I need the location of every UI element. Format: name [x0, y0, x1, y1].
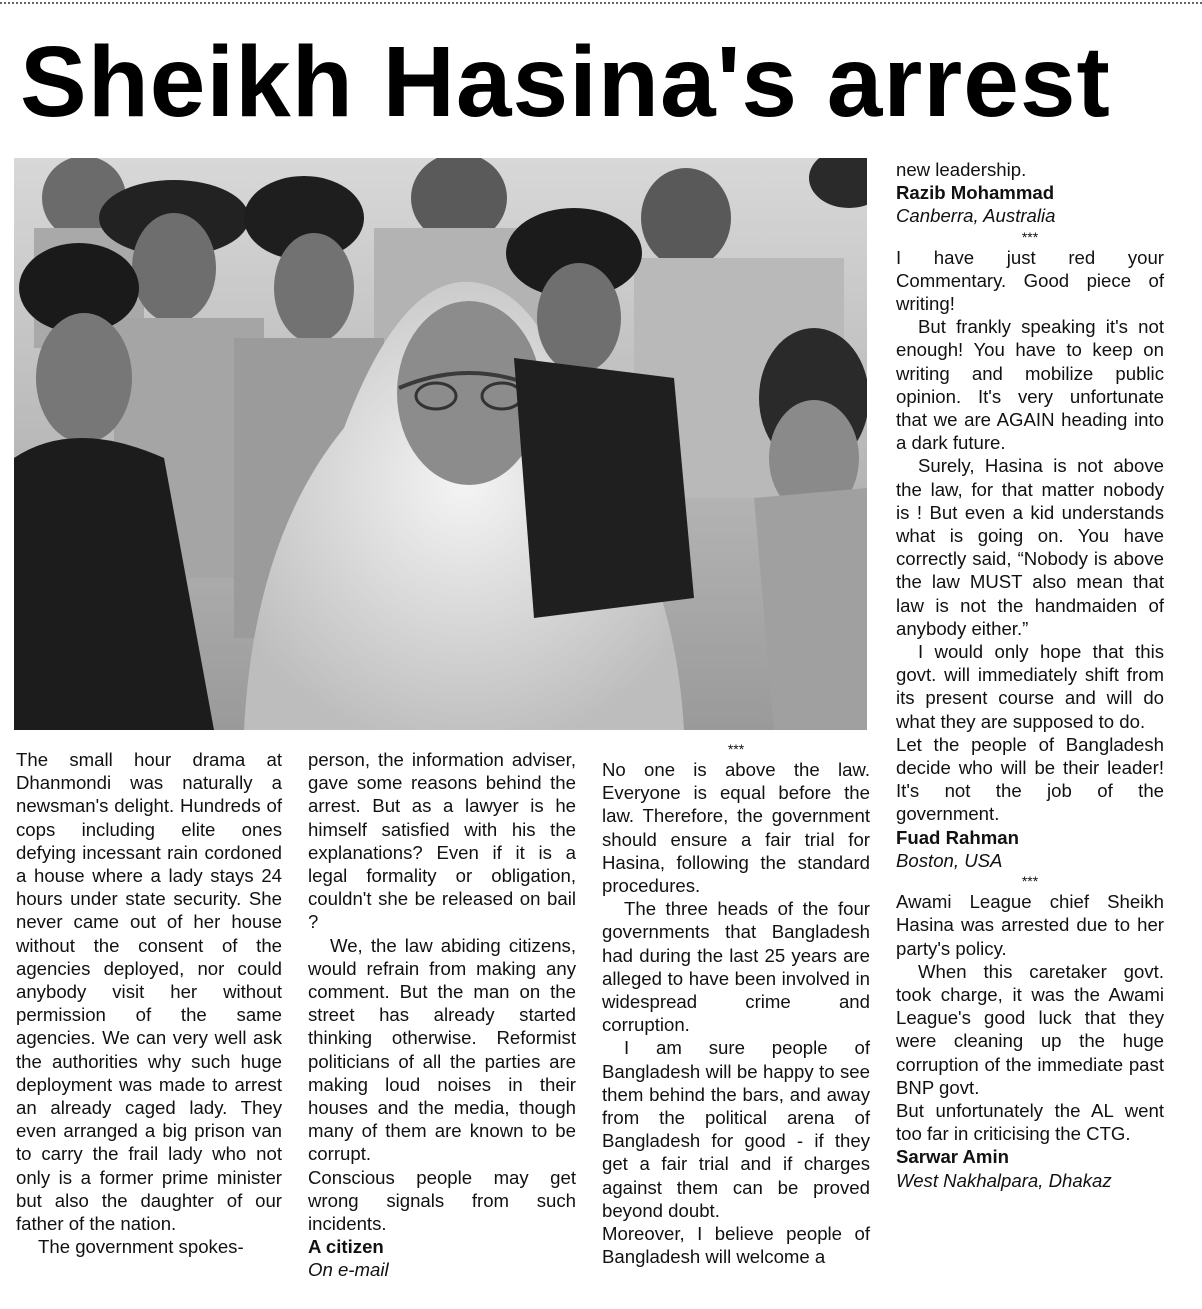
- col4-paragraph-0: new leadership.: [896, 159, 1027, 180]
- location-boston: Boston, USA: [896, 849, 1003, 871]
- signature-sarwar-amin: Sarwar Amin: [896, 1146, 1009, 1168]
- col4-paragraph-5: Let the people of Bangladesh decide who will be their leader! It's not the job of the government.: [896, 733, 1164, 825]
- col4-paragraph-4: I would only hope that this govt. will immediately shift from its present course and will do what they are supposed to do.: [896, 641, 1164, 732]
- separator-stars: ***: [1021, 873, 1039, 890]
- col4-paragraph-6: Awami League chief Sheikh Hasina was arrested due to her party's policy.: [896, 891, 1164, 959]
- col2-paragraph-1: person, the information adviser, gave some reasons behind the arrest. But as a lawyer is he himself satisfied with his the explanations? Even if it is a legal formality or obligation, couldn't she be released on bail ?: [308, 749, 576, 933]
- col3-paragraph-3: I am sure people of Bangladesh will be happy to see them behind the bars, and away from the political arena of Bangladesh for good - if they get a fair trial and if charges against them can be proved beyond doubt.: [602, 1037, 870, 1221]
- col4-paragraph-1: I have just red your Commentary. Good piece of writing!: [896, 246, 1164, 315]
- col3-paragraph-2: The three heads of the four governments that Bangladesh had during the last 25 years are alleged to have been involved in widespread crime and corruption.: [602, 898, 870, 1036]
- column-3: [602, 740, 870, 1268]
- col4-paragraph-7: When this caretaker govt. took charge, it was the Awami League's good luck that they were cleaning up the huge corruption of the immediate past BNP govt.: [896, 960, 1164, 1098]
- col3-paragraph-1: No one is above the law. Everyone is equal before the law. Therefore, the government should ensure a fair trial for Hasina, following the standard procedures.: [602, 759, 870, 897]
- col4-paragraph-8: But unfortunately the AL went too far in criticising the CTG.: [896, 1099, 1164, 1145]
- col2-paragraph-2: We, the law abiding citizens, would refrain from making any comment. But the man on the street has already started thinking otherwise. Reformist politicians of all the parties are making loud noises in their houses and the media, though many of them are known to be corrupt.: [308, 934, 576, 1165]
- column-4: [896, 158, 1164, 1192]
- location-canberra: Canberra, Australia: [896, 205, 1056, 227]
- col4-paragraph-3: Surely, Hasina is not above the law, for that matter nobody is ! But even a kid understands what is going on. You have correctly said, “Nobody is above the law MUST also mean that law is not the handmaiden of anybody either.”: [896, 455, 1164, 639]
- location-on-email: On e-mail: [308, 1259, 389, 1281]
- news-photo: [14, 158, 867, 730]
- signature-a-citizen: A citizen: [308, 1236, 384, 1258]
- location-west-nakhalpara: West Nakhalpara, Dhakaz: [896, 1169, 1112, 1191]
- col1-paragraph-2: The government spokes-: [38, 1236, 244, 1258]
- col4-paragraph-2: But frankly speaking it's not enough! You have to keep on writing and mobilize public opinion. It's very unfortunate that we are AGAIN heading into a dark future.: [896, 316, 1164, 454]
- separator-stars: ***: [727, 741, 745, 757]
- separator-stars: ***: [1021, 228, 1039, 245]
- column-1: [16, 748, 282, 1258]
- signature-razib-mohammad: Razib Mohammad: [896, 182, 1055, 204]
- headline: Sheikh Hasina's arrest: [20, 26, 1111, 138]
- col2-paragraph-3: Conscious people may get wrong signals from such incidents.: [308, 1166, 576, 1235]
- col1-paragraph-1: The small hour drama at Dhanmondi was naturally a newsman's delight. Hundreds of cops including elite ones defying incessant rain cordoned a house where a lady stays 24 hours under state security. She never came out of her house without the consent of the agencies deployed, nor could anybody visit her without permission of the same agencies. We can very well ask the authorities why such huge deployment was made to arrest an already caged lady. They even arranged a big prison van to carry the frail lady who not only is a former prime minister but also the daughter of our father of the nation.: [16, 749, 282, 1235]
- column-2: [308, 748, 576, 1282]
- col3-paragraph-4: Moreover, I believe people of Bangladesh will welcome a: [602, 1223, 870, 1268]
- top-dotted-rule: [0, 2, 1202, 4]
- signature-fuad-rahman: Fuad Rahman: [896, 826, 1019, 848]
